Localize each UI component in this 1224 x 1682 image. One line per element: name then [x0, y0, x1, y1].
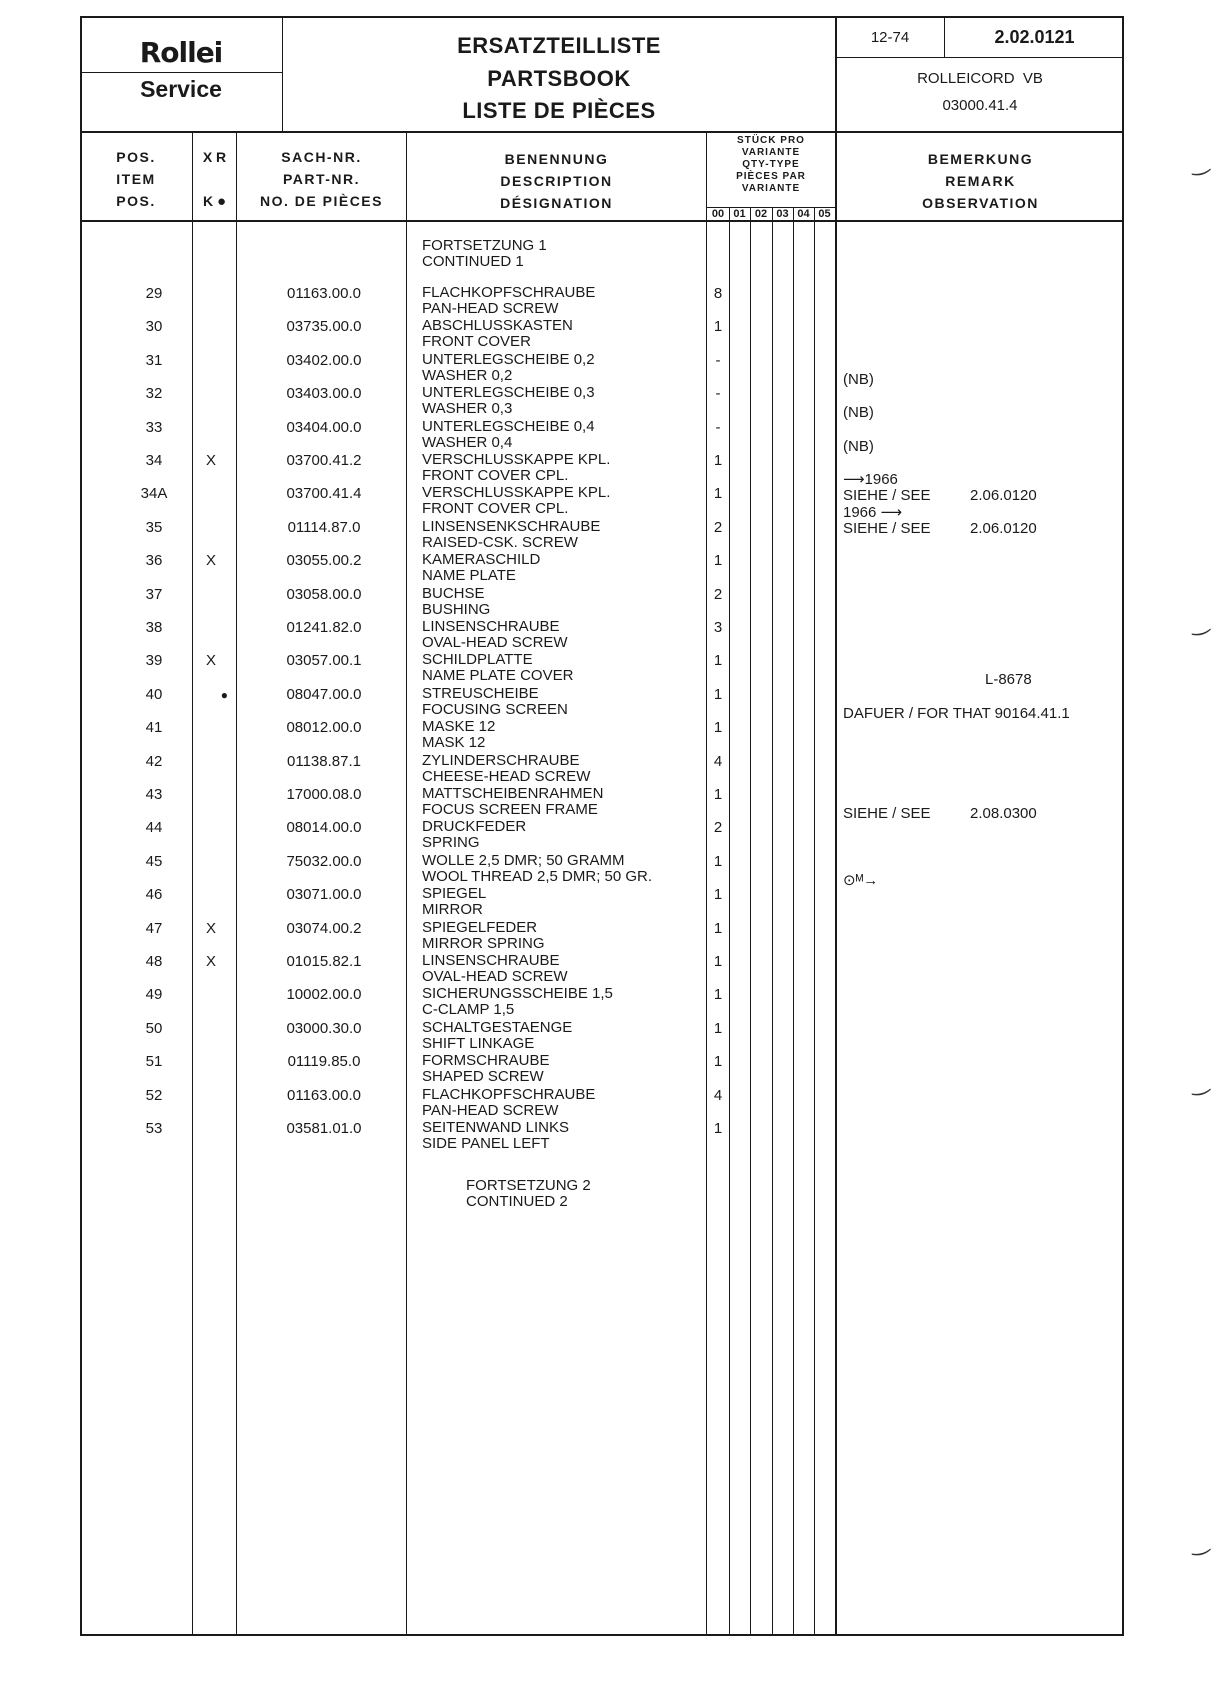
row-qty: 4	[713, 753, 723, 770]
col-head-k-label: K	[202, 193, 214, 209]
col-line-v05	[814, 208, 815, 1636]
col-head-qty-3: QTY-TYPE	[742, 159, 800, 170]
row-qty: 1	[713, 786, 723, 803]
row-pos: 46	[145, 886, 163, 903]
row-part-number: 03074.00.2	[286, 920, 362, 937]
variant-02: 02	[754, 208, 768, 220]
col-head-remark-fr: OBSERVATION	[922, 195, 1039, 211]
row-name-de: LINSENSCHRAUBE	[422, 952, 560, 969]
row-part-number: 75032.00.0	[286, 853, 362, 870]
row-name-en: WOOL THREAD 2,5 DMR; 50 GR.	[422, 868, 653, 885]
row-part-number: 03735.00.0	[286, 318, 362, 335]
col-line-desc	[706, 132, 707, 1636]
row-qty: 1	[713, 318, 723, 335]
row-xr: X	[205, 552, 216, 569]
col-head-remark-en: REMARK	[945, 173, 1016, 189]
binder-mark-4: ‿	[1186, 1528, 1211, 1557]
row-part-number: 01114.87.0	[287, 519, 361, 536]
row-pos: 29	[145, 285, 163, 302]
row-pos: 53	[145, 1120, 163, 1137]
row-name-de: KAMERASCHILD	[422, 551, 541, 568]
model-number: 03000.41.4	[942, 97, 1018, 114]
row-pos: 50	[145, 1020, 163, 1037]
row-name-en: FRONT COVER CPL.	[422, 467, 569, 484]
row-name-de: SCHILDPLATTE	[422, 651, 533, 668]
col-head-name	[407, 148, 706, 214]
row-part-number: 01015.82.1	[286, 953, 362, 970]
row-remark-line1: (NB)	[843, 371, 874, 388]
row-part-number: 03581.01.0	[286, 1120, 362, 1137]
variant-labels	[707, 208, 835, 220]
row-pos: 34	[145, 452, 163, 469]
row-name-de: FLACHKOPFSCHRAUBE	[422, 284, 596, 301]
row-name-en: RAISED-CSK. SCREW	[422, 534, 578, 551]
row-name-en: SPRING	[422, 834, 480, 851]
col-head-qty-2: VARIANTE	[741, 147, 801, 158]
row-pos: 48	[145, 953, 163, 970]
outro-de: FORTSETZUNG 2	[466, 1177, 591, 1194]
col-line-v02	[750, 208, 751, 1636]
row-name-de: LINSENSENKSCHRAUBE	[422, 518, 601, 535]
row-part-number: 03404.00.0	[286, 419, 362, 436]
row-name-de: MASKE 12	[422, 718, 496, 735]
col-head-qty-1: STÜCK PRO	[737, 135, 805, 146]
row-name-de: WOLLE 2,5 DMR; 50 GRAMM	[422, 852, 625, 869]
row-pos: 51	[145, 1053, 163, 1070]
col-head-k	[193, 190, 236, 213]
row-name-en: MASK 12	[422, 734, 486, 751]
col-line-xr	[236, 132, 237, 1636]
row-pos: 30	[145, 318, 163, 335]
row-part-number: 01138.87.1	[287, 753, 361, 770]
row-name-en: MIRROR SPRING	[422, 935, 545, 952]
row-xr: X	[205, 452, 216, 469]
row-qty: 1	[713, 1020, 723, 1037]
row-name-en: FRONT COVER	[422, 333, 531, 350]
row-name-en: SHAPED SCREW	[422, 1068, 544, 1085]
row-qty: 1	[713, 986, 723, 1003]
row-name-de: UNTERLEGSCHEIBE 0,3	[422, 384, 595, 401]
row-name-de: VERSCHLUSSKAPPE KPL.	[422, 451, 611, 468]
row-remark-line2: SIEHE / SEE	[843, 520, 931, 537]
row-pos: 41	[145, 719, 163, 736]
row-name-en: FOCUS SCREEN FRAME	[422, 801, 598, 818]
row-name-en: OVAL-HEAD SCREW	[422, 634, 568, 651]
row-name-de: DRUCKFEDER	[422, 818, 527, 835]
col-line-remark	[835, 132, 837, 1636]
col-head-part	[237, 146, 406, 212]
row-remark-line1: SIEHE / SEE	[843, 805, 931, 822]
row-pos: 49	[145, 986, 163, 1003]
row-name-de: FLACHKOPFSCHRAUBE	[422, 1086, 596, 1103]
col-line-v01	[729, 208, 730, 1636]
variant-04: 04	[797, 208, 810, 220]
row-remark-line1: 1966 ⟶	[843, 504, 903, 521]
col-head-pos-de: POS.	[116, 149, 156, 165]
doc-date: 12-74	[870, 29, 910, 46]
variant-05: 05	[818, 208, 831, 220]
col-head-pos	[80, 146, 192, 212]
row-name-en: C-CLAMP 1,5	[422, 1001, 515, 1018]
col-head-pos-fr: POS.	[116, 193, 156, 209]
col-head-remark	[837, 148, 1124, 214]
intro-de: FORTSETZUNG 1	[422, 237, 547, 254]
binder-mark-2: ‿	[1186, 608, 1211, 637]
row-name-en: OVAL-HEAD SCREW	[422, 968, 568, 985]
variant-03: 03	[776, 208, 789, 220]
row-part-number: 01163.00.0	[287, 1087, 361, 1104]
col-head-part-de: SACH-NR.	[281, 149, 362, 165]
col-head-part-en: PART-NR.	[282, 171, 361, 187]
row-name-de: BUCHSE	[422, 585, 485, 602]
row-name-de: SCHALTGESTAENGE	[422, 1019, 573, 1036]
row-name-de: ABSCHLUSSKASTEN	[422, 317, 573, 334]
row-part-number: 03403.00.0	[286, 385, 362, 402]
row-part-number: 03000.30.0	[286, 1020, 362, 1037]
row-name-en: BUSHING	[422, 601, 491, 618]
row-part-number: 03058.00.0	[286, 586, 362, 603]
row-qty: 2	[713, 519, 723, 536]
row-name-de: SPIEGELFEDER	[422, 919, 538, 936]
row-qty: 2	[713, 819, 723, 836]
row-name-en: FRONT COVER CPL.	[422, 500, 569, 517]
row-xr: X	[205, 953, 216, 970]
col-head-name-fr: DÉSIGNATION	[500, 195, 613, 211]
row-name-de: MATTSCHEIBENRAHMEN	[422, 785, 604, 802]
row-pos: 45	[145, 853, 163, 870]
row-remark-ref2: 2.06.0120	[970, 487, 1037, 504]
row-qty: 1	[713, 886, 723, 903]
row-part-number: 08047.00.0	[286, 686, 362, 703]
row-remark-ref2: 2.06.0120	[970, 520, 1037, 537]
col-head-qty-5: VARIANTE	[741, 183, 801, 194]
row-name-en: FOCUSING SCREEN	[422, 701, 568, 718]
row-pos: 52	[145, 1087, 163, 1104]
row-name-en: MIRROR	[422, 901, 483, 918]
row-qty: 4	[713, 1087, 723, 1104]
variant-00: 00	[711, 208, 725, 220]
row-qty: -	[715, 352, 721, 369]
model-name: ROLLEICORD VB	[917, 70, 1043, 87]
row-name-de: STREUSCHEIBE	[422, 685, 539, 702]
service-label: Service	[140, 76, 222, 102]
row-pos: 38	[145, 619, 163, 636]
row-remark-line2: SIEHE / SEE	[843, 487, 931, 504]
col-line-v04	[793, 208, 794, 1636]
row-part-number: 08014.00.0	[286, 819, 362, 836]
row-part-number: 01163.00.0	[287, 285, 361, 302]
row-name-en: WASHER 0,2	[422, 367, 513, 384]
row-name-en: WASHER 0,4	[422, 434, 513, 451]
row-part-number: 01119.85.0	[287, 1053, 361, 1070]
row-name-de: SICHERUNGSSCHEIBE 1,5	[422, 985, 613, 1002]
row-name-en: NAME PLATE	[422, 567, 516, 584]
col-head-name-de: BENENNUNG	[504, 151, 609, 167]
row-qty: 1	[713, 686, 723, 703]
row-qty: 1	[713, 1053, 723, 1070]
row-name-de: VERSCHLUSSKAPPE KPL.	[422, 484, 611, 501]
col-head-name-en: DESCRIPTION	[500, 173, 613, 189]
row-name-de: FORMSCHRAUBE	[422, 1052, 550, 1069]
row-name-de: SPIEGEL	[422, 885, 487, 902]
row-name-en: CHEESE-HEAD SCREW	[422, 768, 591, 785]
row-remark-line1: ⊙ᴹ→	[843, 872, 879, 889]
row-remark-ref1: 2.08.0300	[970, 805, 1037, 822]
title-en: PARTSBOOK	[487, 66, 631, 91]
row-part-number: 10002.00.0	[286, 986, 362, 1003]
row-part-number: 03055.00.2	[286, 552, 362, 569]
row-pos: 47	[145, 920, 163, 937]
row-name-de: UNTERLEGSCHEIBE 0,2	[422, 351, 595, 368]
header-hline-logo	[80, 72, 282, 73]
row-qty: 1	[713, 953, 723, 970]
row-pos: 31	[145, 352, 163, 369]
row-remark-line1: (NB)	[843, 438, 874, 455]
row-name-en: SIDE PANEL LEFT	[422, 1135, 550, 1152]
row-qty: -	[715, 419, 721, 436]
row-name-en: SHIFT LINKAGE	[422, 1035, 535, 1052]
row-name-en: NAME PLATE COVER	[422, 667, 574, 684]
col-head-part-fr: NO. DE PIÈCES	[260, 193, 383, 209]
row-remark-line1: (NB)	[843, 404, 874, 421]
row-pos: 35	[145, 519, 163, 536]
variant-01: 01	[733, 208, 746, 220]
row-part-number: 03402.00.0	[286, 352, 362, 369]
brand-logo	[80, 36, 282, 69]
row-name-de: LINSENSCHRAUBE	[422, 618, 560, 635]
row-pos: 32	[145, 385, 163, 402]
row-name-en: PAN-HEAD SCREW	[422, 1102, 559, 1119]
row-part-number: 03700.41.4	[286, 485, 362, 502]
row-part-number: 08012.00.0	[286, 719, 362, 736]
row-part-number: 03700.41.2	[286, 452, 362, 469]
row-pos: 44	[145, 819, 163, 836]
row-qty: 2	[713, 586, 723, 603]
row-name-de: SEITENWAND LINKS	[422, 1119, 569, 1136]
title-de: ERSATZTEILLISTE	[457, 33, 661, 58]
row-remark-line1: ⟶1966	[843, 471, 898, 488]
row-name-en: PAN-HEAD SCREW	[422, 300, 559, 317]
row-qty: 1	[713, 719, 723, 736]
row-pos: 34A	[140, 485, 168, 502]
binder-mark-1: ‿	[1186, 148, 1211, 177]
row-xr: X	[205, 652, 216, 669]
row-pos: 33	[145, 419, 163, 436]
row-qty: 1	[713, 452, 723, 469]
row-qty: 8	[713, 285, 723, 302]
row-qty: 1	[713, 1120, 723, 1137]
row-name-de: ZYLINDERSCHRAUBE	[422, 752, 580, 769]
row-part-number: 03071.00.0	[286, 886, 362, 903]
row-pos: 43	[145, 786, 163, 803]
col-head-xr-label: X R	[202, 149, 227, 165]
col-head-qty	[707, 135, 835, 195]
brand-name: Rollei	[139, 36, 223, 69]
col-head-pos-en: ITEM	[116, 171, 156, 187]
col-head-qty-4: PIÈCES PAR	[736, 171, 806, 182]
row-pos: 37	[145, 586, 163, 603]
row-part-number: 03057.00.1	[286, 652, 362, 669]
title-fr: LISTE DE PIÈCES	[462, 98, 656, 123]
row-xr: X	[205, 920, 216, 937]
row-qty: -	[715, 385, 721, 402]
header-hline-docnum	[835, 57, 1124, 58]
row-qty: 1	[713, 552, 723, 569]
row-remark-ref1: L-8678	[985, 671, 1032, 688]
col-line-v03	[772, 208, 773, 1636]
row-qty: 3	[713, 619, 723, 636]
row-pos: 36	[145, 552, 163, 569]
col-head-xr	[193, 146, 236, 213]
row-remark-line1: DAFUER / FOR THAT 90164.41.1	[843, 705, 1070, 722]
row-qty: 1	[713, 853, 723, 870]
doc-number: 2.02.0121	[994, 27, 1075, 47]
row-pos: 42	[145, 753, 163, 770]
row-pos: 40	[145, 686, 163, 703]
row-part-number: 17000.08.0	[286, 786, 362, 803]
intro-en: CONTINUED 1	[422, 253, 524, 270]
row-part-number: 01241.82.0	[286, 619, 362, 636]
k-dot-icon: ●	[216, 193, 227, 210]
row-qty: 1	[713, 920, 723, 937]
binder-mark-3: ‿	[1186, 1068, 1211, 1097]
row-k-dot: ●	[220, 688, 228, 702]
row-qty: 1	[713, 485, 723, 502]
row-pos: 39	[145, 652, 163, 669]
row-qty: 1	[713, 652, 723, 669]
col-head-remark-de: BEMERKUNG	[927, 151, 1034, 167]
row-name-de: UNTERLEGSCHEIBE 0,4	[422, 418, 595, 435]
outro-en: CONTINUED 2	[466, 1193, 568, 1210]
row-name-en: WASHER 0,3	[422, 400, 513, 417]
